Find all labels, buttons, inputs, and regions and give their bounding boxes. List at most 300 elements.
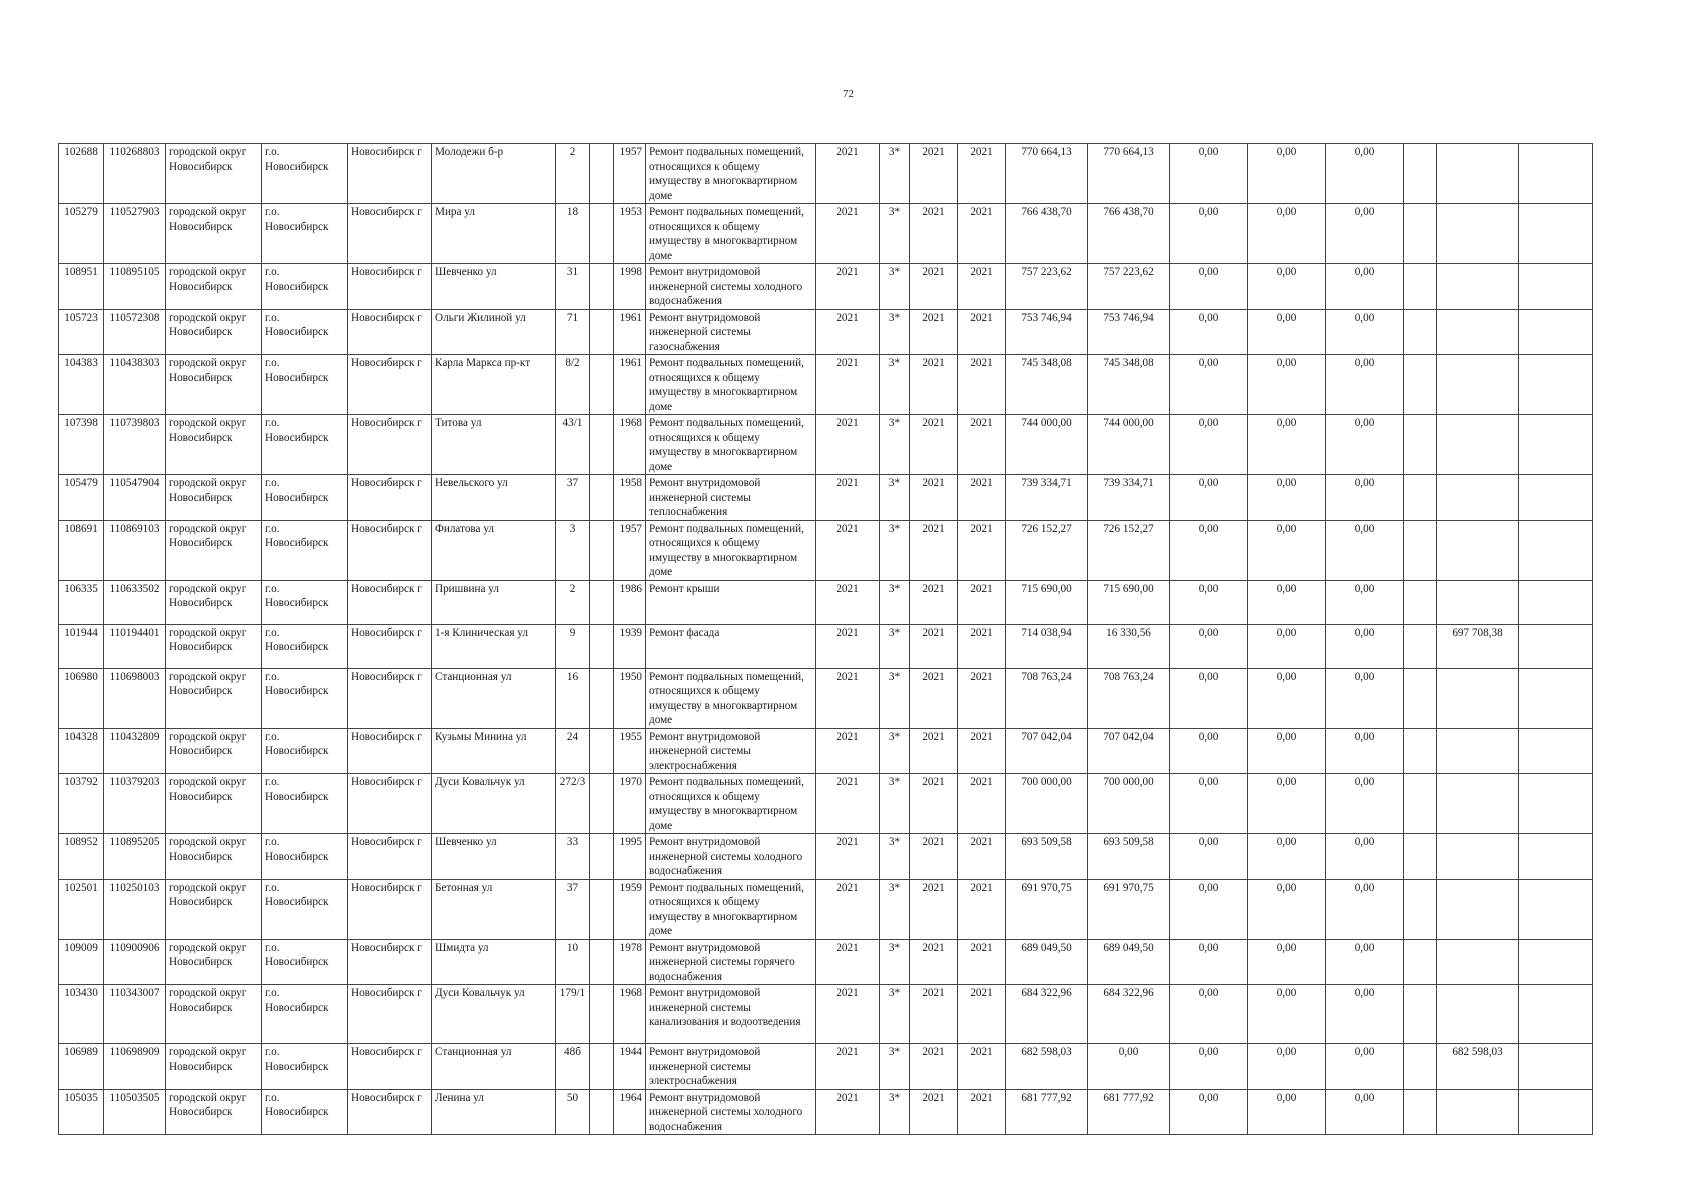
cell-construction-year: 1986 <box>614 580 646 624</box>
cell-row-id: 108951 <box>59 264 104 310</box>
cell-work-type: Ремонт внутридомовой инженерной системы электроснабжения <box>646 728 816 774</box>
cell-start-year: 2021 <box>910 415 958 475</box>
cell-city-name: Новосибирск г <box>348 834 432 880</box>
cell-construction-year: 1968 <box>614 985 646 1044</box>
cell-end-year: 2021 <box>958 415 1006 475</box>
cell-owners-cost <box>1437 1089 1519 1135</box>
cell-building-letter <box>590 475 614 521</box>
cell-note <box>1519 879 1593 939</box>
cell-priority-level: 3* <box>880 415 910 475</box>
cell-work-type: Ремонт подвальных помещений, относящихся к общему имуществу в многоквартирном доме <box>646 144 816 204</box>
cell-object-code: 110547904 <box>104 475 166 521</box>
cell-start-year: 2021 <box>910 1089 958 1135</box>
cell-object-code: 110572308 <box>104 309 166 355</box>
cell-note <box>1519 728 1593 774</box>
cell-other-cost <box>1404 834 1437 880</box>
cell-owners-cost: 682 598,03 <box>1437 1044 1519 1090</box>
cell-regional-budget-cost: 0,00 <box>1248 580 1326 624</box>
cell-row-id: 107398 <box>59 415 104 475</box>
cell-city-name: Новосибирск г <box>348 879 432 939</box>
cell-city-name: Новосибирск г <box>348 520 432 580</box>
table-row <box>59 624 1593 668</box>
cell-municipality-name: г.о. Новосибирск <box>262 985 348 1044</box>
cell-object-code: 110438303 <box>104 355 166 415</box>
cell-regional-budget-cost: 0,00 <box>1248 309 1326 355</box>
cell-object-code: 110268803 <box>104 144 166 204</box>
cell-work-type: Ремонт подвальных помещений, относящихся к общему имуществу в многоквартирном доме <box>646 520 816 580</box>
cell-municipality-name: г.о. Новосибирск <box>262 144 348 204</box>
cell-priority-level: 3* <box>880 834 910 880</box>
cell-row-id: 102501 <box>59 879 104 939</box>
cell-municipality-name: г.о. Новосибирск <box>262 309 348 355</box>
cell-municipality-name: г.о. Новосибирск <box>262 1044 348 1090</box>
cell-owners-cost <box>1437 144 1519 204</box>
cell-row-id: 106980 <box>59 668 104 728</box>
cell-regional-budget-cost: 0,00 <box>1248 475 1326 521</box>
cell-owners-cost <box>1437 728 1519 774</box>
cell-city-name: Новосибирск г <box>348 475 432 521</box>
cell-district-name: городской округ Новосибирск <box>166 1044 262 1090</box>
cell-city-name: Новосибирск г <box>348 985 432 1044</box>
cell-other-cost <box>1404 475 1437 521</box>
cell-construction-year: 1968 <box>614 415 646 475</box>
cell-regional-budget-cost: 0,00 <box>1248 774 1326 834</box>
cell-street-name: Станционная ул <box>432 668 556 728</box>
cell-building-letter <box>590 624 614 668</box>
cell-start-year: 2021 <box>910 204 958 264</box>
cell-owners-cost <box>1437 774 1519 834</box>
cell-building-letter <box>590 309 614 355</box>
cell-building-letter <box>590 580 614 624</box>
cell-note <box>1519 415 1593 475</box>
cell-regional-budget-cost: 0,00 <box>1248 520 1326 580</box>
cell-total-cost: 691 970,75 <box>1006 879 1088 939</box>
cell-construction-year: 1944 <box>614 1044 646 1090</box>
cell-federal-cost: 0,00 <box>1170 309 1248 355</box>
cell-building-letter <box>590 144 614 204</box>
cell-row-id: 106335 <box>59 580 104 624</box>
cell-total-cost: 753 746,94 <box>1006 309 1088 355</box>
cell-regional-budget-cost: 0,00 <box>1248 624 1326 668</box>
cell-total-cost: 726 152,27 <box>1006 520 1088 580</box>
cell-end-year: 2021 <box>958 879 1006 939</box>
cell-regional-fund-cost: 700 000,00 <box>1088 774 1170 834</box>
cell-street-name: Станционная ул <box>432 1044 556 1090</box>
cell-street-name: Бетонная ул <box>432 879 556 939</box>
cell-plan-year: 2021 <box>816 309 880 355</box>
cell-municipality-name: г.о. Новосибирск <box>262 834 348 880</box>
cell-local-budget-cost: 0,00 <box>1326 1089 1404 1135</box>
cell-street-name: Карла Маркса пр-кт <box>432 355 556 415</box>
cell-city-name: Новосибирск г <box>348 264 432 310</box>
cell-building-letter <box>590 204 614 264</box>
cell-construction-year: 1998 <box>614 264 646 310</box>
cell-plan-year: 2021 <box>816 985 880 1044</box>
cell-regional-fund-cost: 693 509,58 <box>1088 834 1170 880</box>
cell-house-number: 43/1 <box>556 415 590 475</box>
cell-total-cost: 682 598,03 <box>1006 1044 1088 1090</box>
cell-start-year: 2021 <box>910 309 958 355</box>
cell-local-budget-cost: 0,00 <box>1326 939 1404 985</box>
cell-local-budget-cost: 0,00 <box>1326 204 1404 264</box>
cell-city-name: Новосибирск г <box>348 728 432 774</box>
cell-federal-cost: 0,00 <box>1170 144 1248 204</box>
cell-end-year: 2021 <box>958 939 1006 985</box>
cell-construction-year: 1959 <box>614 879 646 939</box>
cell-start-year: 2021 <box>910 520 958 580</box>
cell-object-code: 110739803 <box>104 415 166 475</box>
cell-plan-year: 2021 <box>816 144 880 204</box>
cell-priority-level: 3* <box>880 475 910 521</box>
cell-other-cost <box>1404 1044 1437 1090</box>
cell-regional-budget-cost: 0,00 <box>1248 939 1326 985</box>
cell-start-year: 2021 <box>910 834 958 880</box>
cell-end-year: 2021 <box>958 144 1006 204</box>
cell-construction-year: 1961 <box>614 309 646 355</box>
cell-house-number: 31 <box>556 264 590 310</box>
cell-row-id: 105479 <box>59 475 104 521</box>
cell-municipality-name: г.о. Новосибирск <box>262 624 348 668</box>
cell-building-letter <box>590 879 614 939</box>
cell-row-id: 109009 <box>59 939 104 985</box>
cell-construction-year: 1961 <box>614 355 646 415</box>
cell-local-budget-cost: 0,00 <box>1326 475 1404 521</box>
cell-owners-cost <box>1437 415 1519 475</box>
cell-district-name: городской округ Новосибирск <box>166 834 262 880</box>
table-row <box>59 144 1593 204</box>
cell-construction-year: 1995 <box>614 834 646 880</box>
cell-owners-cost <box>1437 475 1519 521</box>
cell-construction-year: 1950 <box>614 668 646 728</box>
cell-regional-budget-cost: 0,00 <box>1248 668 1326 728</box>
cell-regional-fund-cost: 726 152,27 <box>1088 520 1170 580</box>
cell-other-cost <box>1404 355 1437 415</box>
cell-row-id: 103430 <box>59 985 104 1044</box>
cell-house-number: 24 <box>556 728 590 774</box>
cell-row-id: 101944 <box>59 624 104 668</box>
cell-start-year: 2021 <box>910 668 958 728</box>
cell-note <box>1519 475 1593 521</box>
cell-total-cost: 684 322,96 <box>1006 985 1088 1044</box>
cell-federal-cost: 0,00 <box>1170 1089 1248 1135</box>
cell-end-year: 2021 <box>958 204 1006 264</box>
cell-end-year: 2021 <box>958 985 1006 1044</box>
cell-note <box>1519 774 1593 834</box>
cell-local-budget-cost: 0,00 <box>1326 668 1404 728</box>
cell-district-name: городской округ Новосибирск <box>166 415 262 475</box>
cell-street-name: Ленина ул <box>432 1089 556 1135</box>
cell-object-code: 110250103 <box>104 879 166 939</box>
cell-house-number: 2 <box>556 144 590 204</box>
cell-priority-level: 3* <box>880 144 910 204</box>
cell-object-code: 110869103 <box>104 520 166 580</box>
cell-end-year: 2021 <box>958 834 1006 880</box>
cell-priority-level: 3* <box>880 985 910 1044</box>
cell-start-year: 2021 <box>910 475 958 521</box>
cell-start-year: 2021 <box>910 144 958 204</box>
cell-regional-budget-cost: 0,00 <box>1248 985 1326 1044</box>
cell-federal-cost: 0,00 <box>1170 264 1248 310</box>
cell-street-name: Молодежи б-р <box>432 144 556 204</box>
cell-object-code: 110633502 <box>104 580 166 624</box>
table-row <box>59 204 1593 264</box>
cell-city-name: Новосибирск г <box>348 939 432 985</box>
cell-federal-cost: 0,00 <box>1170 520 1248 580</box>
cell-building-letter <box>590 774 614 834</box>
cell-construction-year: 1957 <box>614 144 646 204</box>
cell-total-cost: 757 223,62 <box>1006 264 1088 310</box>
cell-district-name: городской округ Новосибирск <box>166 475 262 521</box>
cell-work-type: Ремонт внутридомовой инженерной системы холодного водоснабжения <box>646 834 816 880</box>
table-row <box>59 879 1593 939</box>
cell-local-budget-cost: 0,00 <box>1326 264 1404 310</box>
cell-priority-level: 3* <box>880 1089 910 1135</box>
cell-municipality-name: г.о. Новосибирск <box>262 204 348 264</box>
cell-city-name: Новосибирск г <box>348 668 432 728</box>
table-row <box>59 1089 1593 1135</box>
cell-district-name: городской округ Новосибирск <box>166 774 262 834</box>
cell-end-year: 2021 <box>958 309 1006 355</box>
cell-note <box>1519 1089 1593 1135</box>
cell-plan-year: 2021 <box>816 939 880 985</box>
cell-plan-year: 2021 <box>816 879 880 939</box>
cell-owners-cost <box>1437 520 1519 580</box>
cell-regional-budget-cost: 0,00 <box>1248 144 1326 204</box>
cell-end-year: 2021 <box>958 774 1006 834</box>
cell-federal-cost: 0,00 <box>1170 475 1248 521</box>
cell-note <box>1519 1044 1593 1090</box>
cell-total-cost: 693 509,58 <box>1006 834 1088 880</box>
cell-plan-year: 2021 <box>816 580 880 624</box>
cell-building-letter <box>590 355 614 415</box>
cell-note <box>1519 668 1593 728</box>
cell-note <box>1519 624 1593 668</box>
cell-row-id: 104328 <box>59 728 104 774</box>
cell-federal-cost: 0,00 <box>1170 355 1248 415</box>
cell-federal-cost: 0,00 <box>1170 1044 1248 1090</box>
cell-owners-cost <box>1437 668 1519 728</box>
cell-regional-fund-cost: 744 000,00 <box>1088 415 1170 475</box>
cell-local-budget-cost: 0,00 <box>1326 879 1404 939</box>
cell-total-cost: 689 049,50 <box>1006 939 1088 985</box>
cell-building-letter <box>590 728 614 774</box>
cell-row-id: 103792 <box>59 774 104 834</box>
cell-street-name: Ольги Жилиной ул <box>432 309 556 355</box>
cell-street-name: Невельского ул <box>432 475 556 521</box>
cell-end-year: 2021 <box>958 1089 1006 1135</box>
cell-house-number: 9 <box>556 624 590 668</box>
cell-house-number: 18 <box>556 204 590 264</box>
cell-city-name: Новосибирск г <box>348 309 432 355</box>
cell-municipality-name: г.о. Новосибирск <box>262 355 348 415</box>
cell-municipality-name: г.о. Новосибирск <box>262 1089 348 1135</box>
cell-other-cost <box>1404 520 1437 580</box>
cell-street-name: Мира ул <box>432 204 556 264</box>
cell-city-name: Новосибирск г <box>348 355 432 415</box>
cell-total-cost: 715 690,00 <box>1006 580 1088 624</box>
cell-construction-year: 1978 <box>614 939 646 985</box>
cell-regional-fund-cost: 0,00 <box>1088 1044 1170 1090</box>
cell-district-name: городской округ Новосибирск <box>166 309 262 355</box>
cell-regional-fund-cost: 739 334,71 <box>1088 475 1170 521</box>
cell-plan-year: 2021 <box>816 355 880 415</box>
cell-total-cost: 739 334,71 <box>1006 475 1088 521</box>
cell-city-name: Новосибирск г <box>348 415 432 475</box>
page-number: 72 <box>843 88 854 100</box>
cell-owners-cost: 697 708,38 <box>1437 624 1519 668</box>
cell-street-name: Кузьмы Минина ул <box>432 728 556 774</box>
cell-construction-year: 1939 <box>614 624 646 668</box>
cell-work-type: Ремонт внутридомовой инженерной системы горячего водоснабжения <box>646 939 816 985</box>
cell-street-name: 1-я Клиническая ул <box>432 624 556 668</box>
cell-priority-level: 3* <box>880 355 910 415</box>
cell-street-name: Филатова ул <box>432 520 556 580</box>
cell-plan-year: 2021 <box>816 475 880 521</box>
cell-local-budget-cost: 0,00 <box>1326 1044 1404 1090</box>
cell-building-letter <box>590 415 614 475</box>
cell-work-type: Ремонт внутридомовой инженерной системы теплоснабжения <box>646 475 816 521</box>
cell-other-cost <box>1404 144 1437 204</box>
cell-priority-level: 3* <box>880 204 910 264</box>
cell-total-cost: 700 000,00 <box>1006 774 1088 834</box>
cell-object-code: 110895205 <box>104 834 166 880</box>
cell-work-type: Ремонт крыши <box>646 580 816 624</box>
cell-building-letter <box>590 985 614 1044</box>
cell-priority-level: 3* <box>880 939 910 985</box>
cell-plan-year: 2021 <box>816 624 880 668</box>
cell-district-name: городской округ Новосибирск <box>166 728 262 774</box>
cell-total-cost: 708 763,24 <box>1006 668 1088 728</box>
cell-note <box>1519 144 1593 204</box>
cell-plan-year: 2021 <box>816 264 880 310</box>
cell-street-name: Титова ул <box>432 415 556 475</box>
cell-building-letter <box>590 264 614 310</box>
cell-note <box>1519 520 1593 580</box>
cell-municipality-name: г.о. Новосибирск <box>262 774 348 834</box>
cell-street-name: Шевченко ул <box>432 834 556 880</box>
cell-municipality-name: г.о. Новосибирск <box>262 264 348 310</box>
cell-municipality-name: г.о. Новосибирск <box>262 668 348 728</box>
cell-regional-budget-cost: 0,00 <box>1248 415 1326 475</box>
cell-building-letter <box>590 1089 614 1135</box>
table-row <box>59 985 1593 1044</box>
cell-local-budget-cost: 0,00 <box>1326 774 1404 834</box>
cell-local-budget-cost: 0,00 <box>1326 520 1404 580</box>
cell-house-number: 2 <box>556 580 590 624</box>
cell-end-year: 2021 <box>958 264 1006 310</box>
table-row <box>59 309 1593 355</box>
cell-municipality-name: г.о. Новосибирск <box>262 415 348 475</box>
cell-regional-fund-cost: 684 322,96 <box>1088 985 1170 1044</box>
cell-row-id: 105723 <box>59 309 104 355</box>
cell-object-code: 110895105 <box>104 264 166 310</box>
cell-street-name: Пришвина ул <box>432 580 556 624</box>
cell-work-type: Ремонт подвальных помещений, относящихся к общему имуществу в многоквартирном доме <box>646 879 816 939</box>
cell-priority-level: 3* <box>880 728 910 774</box>
cell-owners-cost <box>1437 309 1519 355</box>
cell-district-name: городской округ Новосибирск <box>166 668 262 728</box>
cell-regional-budget-cost: 0,00 <box>1248 204 1326 264</box>
cell-owners-cost <box>1437 264 1519 310</box>
cell-city-name: Новосибирск г <box>348 1044 432 1090</box>
cell-object-code: 110343007 <box>104 985 166 1044</box>
cell-note <box>1519 309 1593 355</box>
cell-work-type: Ремонт внутридомовой инженерной системы электроснабжения <box>646 1044 816 1090</box>
cell-other-cost <box>1404 415 1437 475</box>
cell-start-year: 2021 <box>910 264 958 310</box>
table-row <box>59 939 1593 985</box>
cell-object-code: 110527903 <box>104 204 166 264</box>
cell-priority-level: 3* <box>880 624 910 668</box>
cell-row-id: 106989 <box>59 1044 104 1090</box>
cell-local-budget-cost: 0,00 <box>1326 415 1404 475</box>
repair-program-table <box>58 143 1593 1135</box>
cell-work-type: Ремонт подвальных помещений, относящихся к общему имуществу в многоквартирном доме <box>646 355 816 415</box>
cell-federal-cost: 0,00 <box>1170 939 1248 985</box>
cell-row-id: 108952 <box>59 834 104 880</box>
cell-district-name: городской округ Новосибирск <box>166 355 262 415</box>
cell-municipality-name: г.о. Новосибирск <box>262 580 348 624</box>
cell-priority-level: 3* <box>880 879 910 939</box>
cell-construction-year: 1970 <box>614 774 646 834</box>
cell-federal-cost: 0,00 <box>1170 774 1248 834</box>
cell-other-cost <box>1404 985 1437 1044</box>
cell-plan-year: 2021 <box>816 204 880 264</box>
cell-street-name: Дуси Ковальчук ул <box>432 985 556 1044</box>
cell-other-cost <box>1404 939 1437 985</box>
cell-street-name: Дуси Ковальчук ул <box>432 774 556 834</box>
cell-construction-year: 1957 <box>614 520 646 580</box>
cell-district-name: городской округ Новосибирск <box>166 879 262 939</box>
cell-total-cost: 745 348,08 <box>1006 355 1088 415</box>
cell-house-number: 37 <box>556 475 590 521</box>
cell-other-cost <box>1404 264 1437 310</box>
cell-other-cost <box>1404 728 1437 774</box>
cell-end-year: 2021 <box>958 475 1006 521</box>
cell-end-year: 2021 <box>958 520 1006 580</box>
cell-note <box>1519 939 1593 985</box>
cell-total-cost: 707 042,04 <box>1006 728 1088 774</box>
cell-construction-year: 1953 <box>614 204 646 264</box>
cell-priority-level: 3* <box>880 1044 910 1090</box>
cell-note <box>1519 264 1593 310</box>
cell-work-type: Ремонт подвальных помещений, относящихся к общему имуществу в многоквартирном доме <box>646 415 816 475</box>
cell-end-year: 2021 <box>958 355 1006 415</box>
cell-total-cost: 744 000,00 <box>1006 415 1088 475</box>
cell-start-year: 2021 <box>910 985 958 1044</box>
cell-plan-year: 2021 <box>816 834 880 880</box>
cell-row-id: 108691 <box>59 520 104 580</box>
cell-federal-cost: 0,00 <box>1170 668 1248 728</box>
cell-object-code: 110698003 <box>104 668 166 728</box>
cell-plan-year: 2021 <box>816 520 880 580</box>
cell-total-cost: 770 664,13 <box>1006 144 1088 204</box>
cell-building-letter <box>590 520 614 580</box>
cell-local-budget-cost: 0,00 <box>1326 985 1404 1044</box>
cell-building-letter <box>590 1044 614 1090</box>
cell-local-budget-cost: 0,00 <box>1326 728 1404 774</box>
cell-federal-cost: 0,00 <box>1170 985 1248 1044</box>
cell-object-code: 110698909 <box>104 1044 166 1090</box>
cell-other-cost <box>1404 879 1437 939</box>
cell-priority-level: 3* <box>880 264 910 310</box>
cell-work-type: Ремонт внутридомовой инженерной системы газоснабжения <box>646 309 816 355</box>
cell-local-budget-cost: 0,00 <box>1326 355 1404 415</box>
cell-plan-year: 2021 <box>816 1089 880 1135</box>
cell-regional-fund-cost: 708 763,24 <box>1088 668 1170 728</box>
cell-start-year: 2021 <box>910 624 958 668</box>
cell-start-year: 2021 <box>910 1044 958 1090</box>
